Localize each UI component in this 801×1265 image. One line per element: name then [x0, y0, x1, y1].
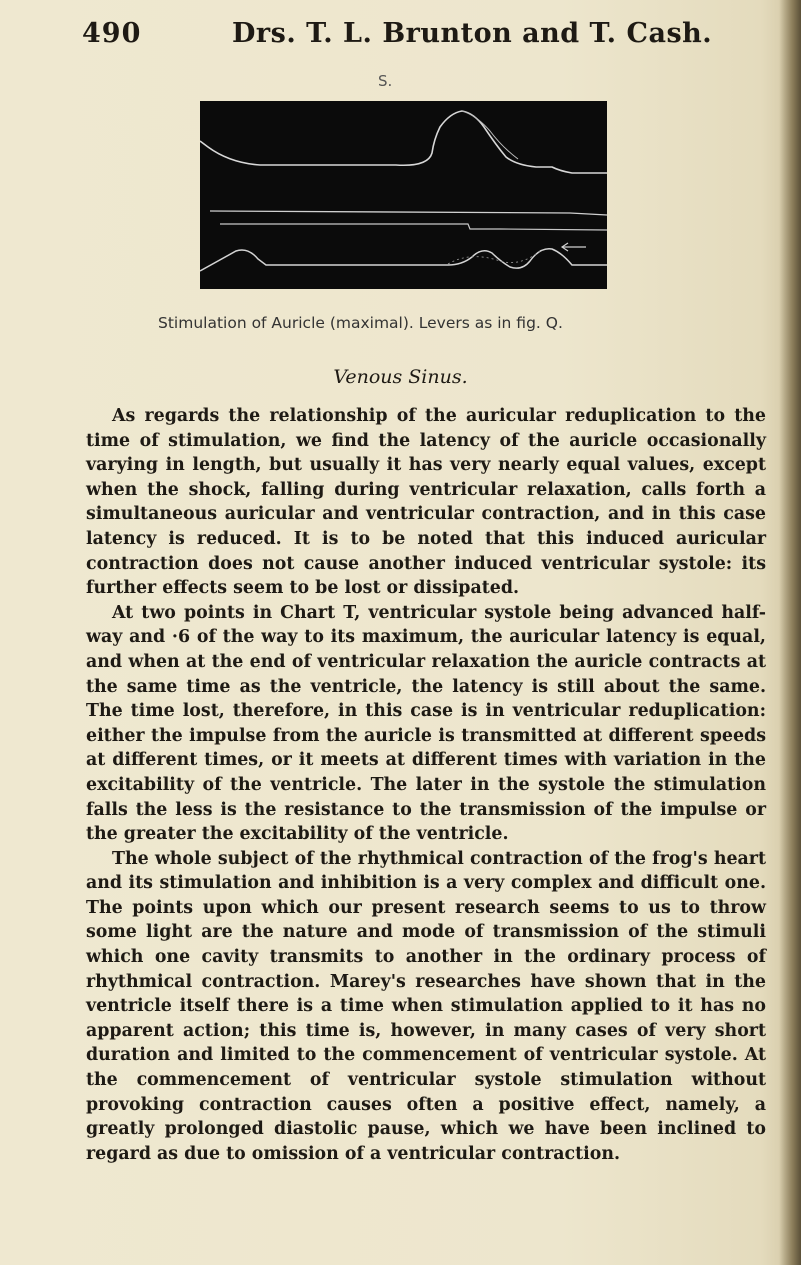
section-heading: Venous Sinus. [333, 366, 468, 388]
tracing-svg [200, 101, 607, 289]
paragraph: At two points in Chart T, ventricular systole being advanced half-way and ·6 of the way to its maximum, the auricular latency is equal, and when at the end of ventricular relaxation the auricle contracts at the same time as the ventricle, the latency is still about the same. The time lost, therefore, in this case is in ventricular reduplication: either the impulse from the auricle is transmitted at different speeds at different times, or it meets at different times with variation in the excitability of the ventricle. The later in the systole the stimulation falls the less is the resistance to the transmission of the impulse or the greater the excitability of the ventricle. [86, 602, 766, 845]
body-text [86, 404, 766, 1166]
auricle-trace [200, 249, 607, 271]
kymograph-tracing [200, 101, 607, 289]
running-head: Drs. T. L. Brunton and T. Cash. [232, 18, 713, 49]
page-header [82, 18, 742, 58]
figure-caption: Stimulation of Auricle (maximal). Levers as in fig. Q. [158, 314, 563, 332]
signal-line [210, 211, 607, 215]
paragraph: As regards the relationship of the auricular reduplication to the time of stimulation, we find the latency of the auricle occasionally varying in length, but usually it has very nearly equal values, except when the shock, falling during ventricular relaxation, calls forth a simultaneous auricular and ventricular contraction, and in this case latency is reduced. It is to be noted that this induced auricular contraction does not cause another induced ventricular systole: its further effects seem to be lost or dissipated. [86, 406, 766, 599]
time-line [220, 224, 607, 230]
figure-label: S. [378, 72, 393, 90]
paragraph: The whole subject of the rhythmical contraction of the frog's heart and its stimulation and inhibition is a very complex and difficult one. The points upon which our present research seems to us to throw some light are the nature and mode of transmission of the stimuli which one cavity transmits to another in the ordinary process of rhythmical contraction. Marey's researches have shown that in the ventricle itself there is a time when stimulation applied to it has no apparent action; this time is, however, in many cases of very short duration and limited to the commencement of ventricular systole. At the commencement of ventricular systole stimulation without provoking contraction causes often a positive effect, namely, a greatly prolonged diastolic pause, which we have been inclined to regard as due to omission of a ventricular contraction. [86, 848, 766, 1164]
page-number: 490 [82, 18, 142, 49]
page-edge-shadow [779, 0, 801, 1265]
ventricle-trace [200, 111, 607, 173]
arrow-marker [562, 243, 586, 251]
